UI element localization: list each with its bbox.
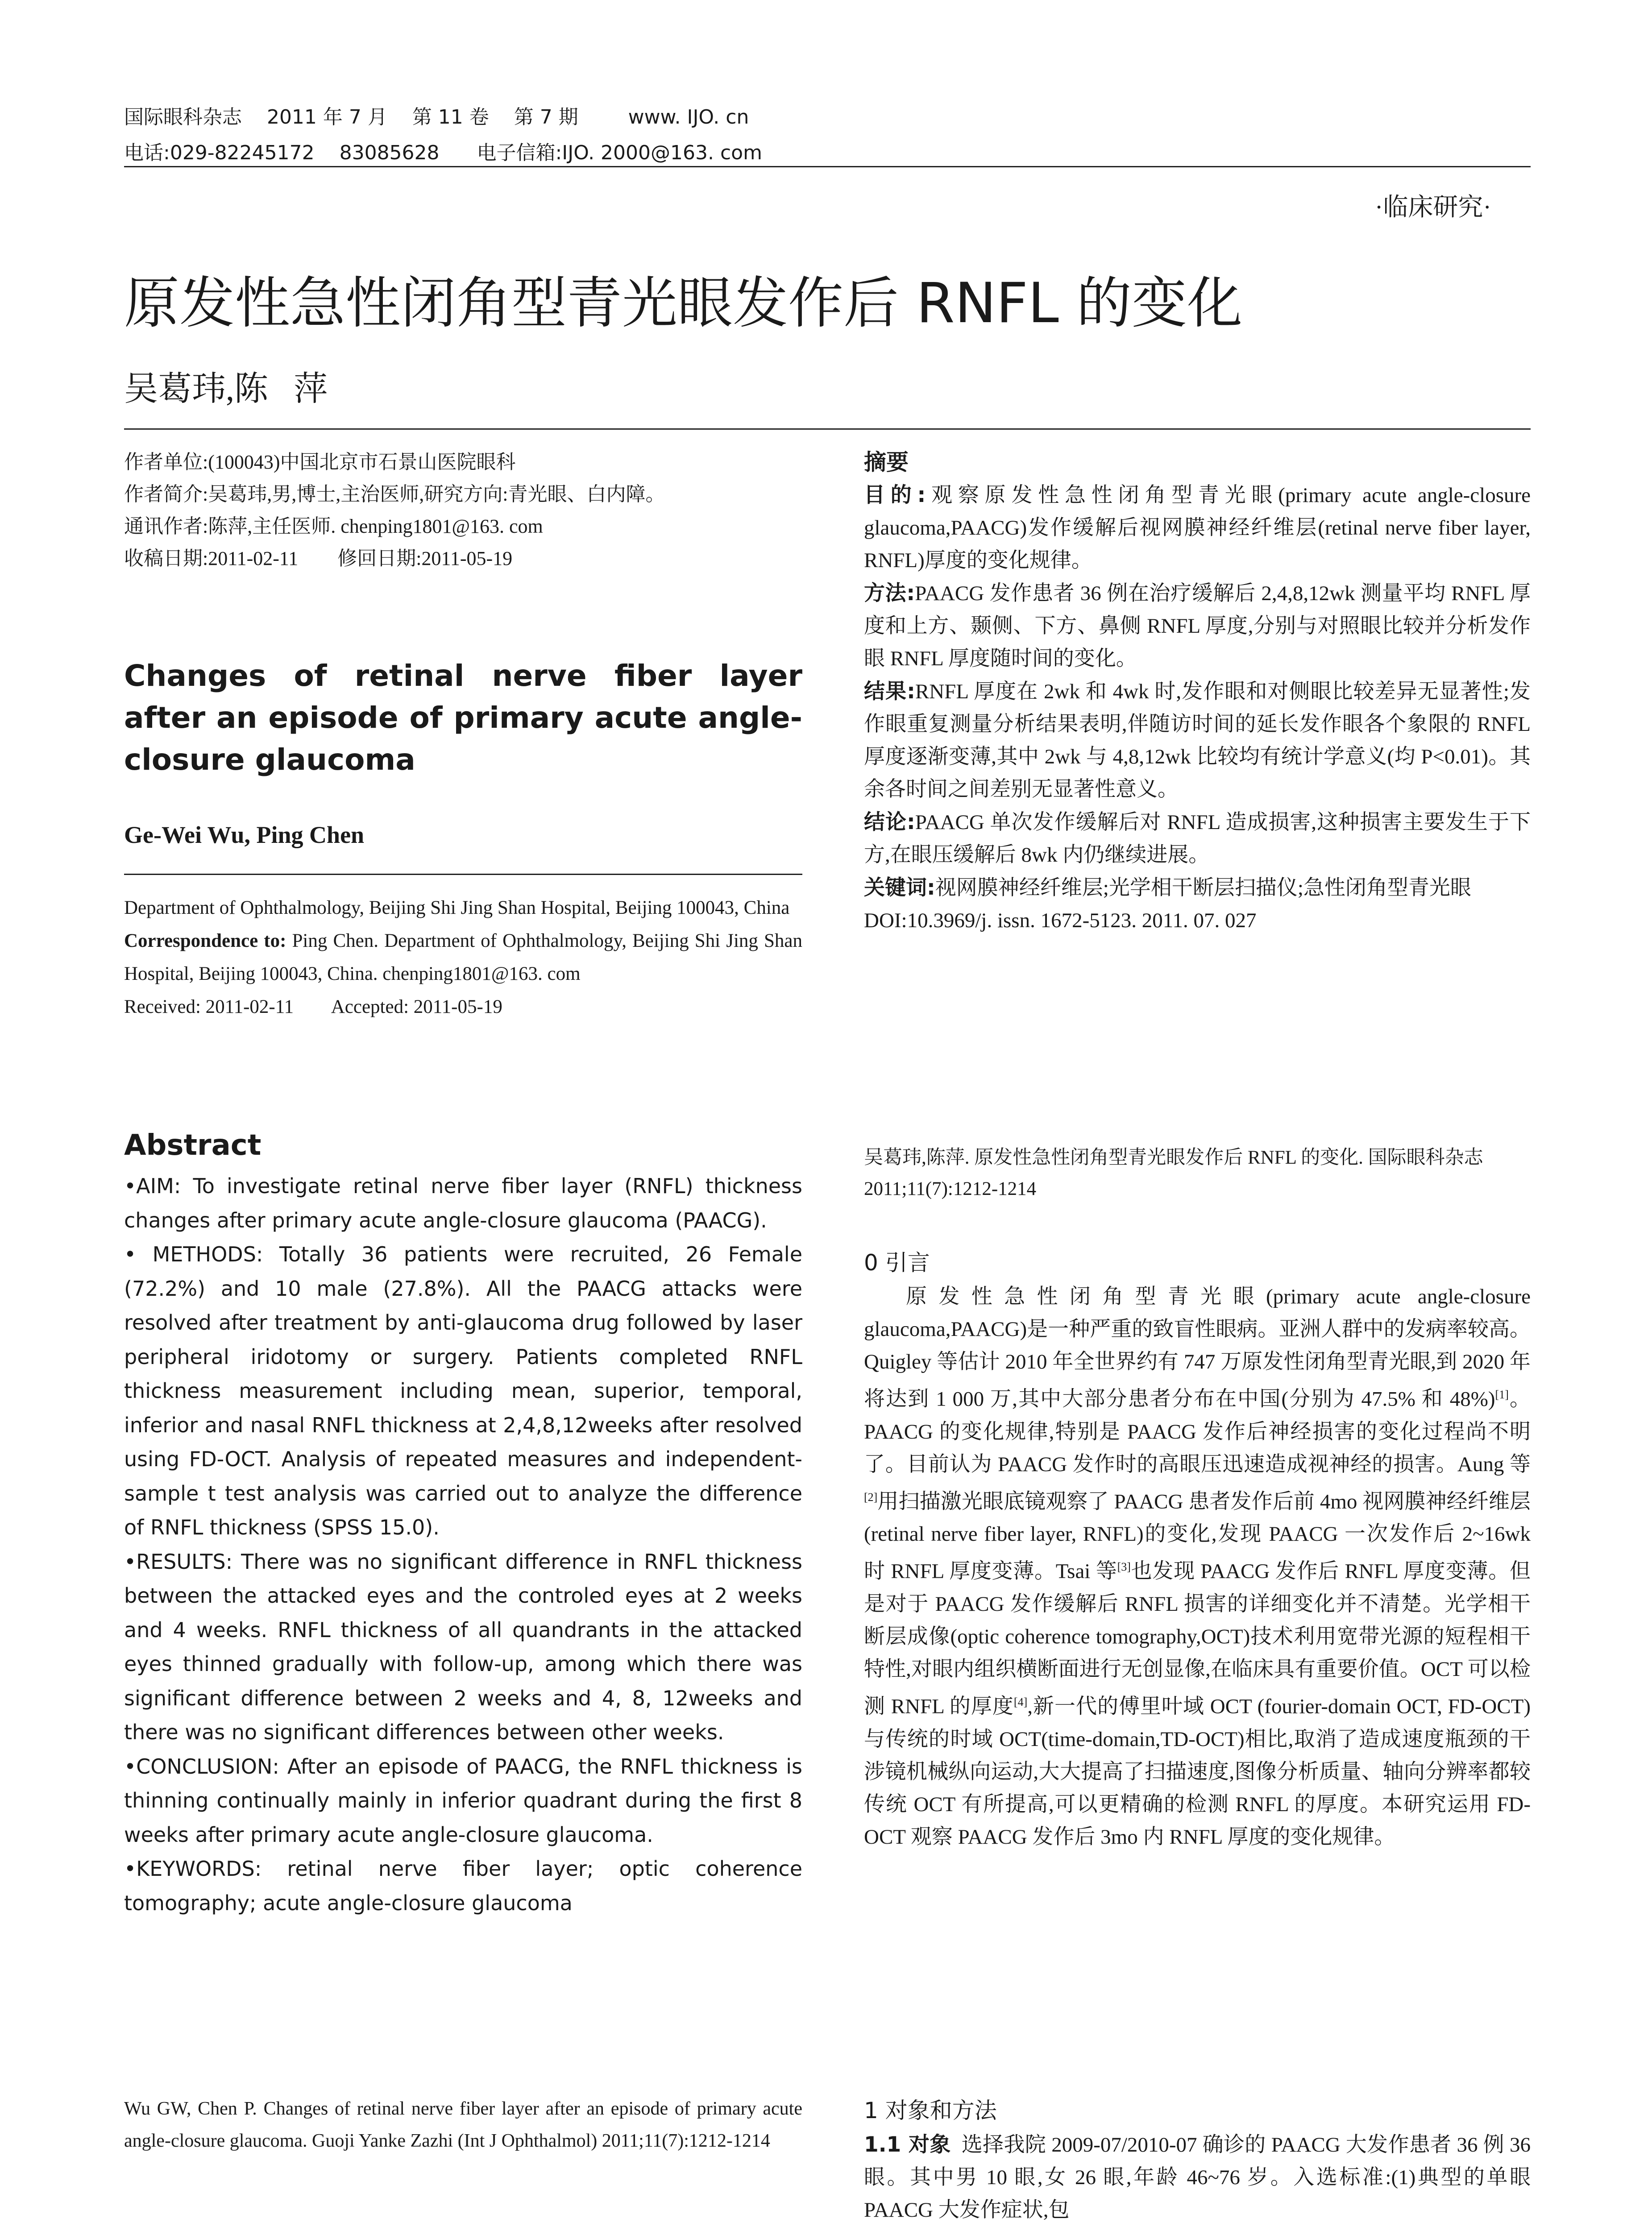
methods-text: 选择我院 2009-07/2010-07 确诊的 PAACG 大发作患者 36 例 36 眼。其中男 10 眼,女 26 眼,年龄 46~76 岁。入选标准:(1)典型的单眼 PAACG 大发作症状,包	[864, 2133, 1536, 2222]
authors-cn: 吴葛玮,陈 萍	[124, 370, 328, 408]
conclusion-text-cn: PAACG 单次发作缓解后对 RNFL 造成损害,这种损害主要发生于下方,在眼压缓解后 8wk 内仍继续进展。	[864, 811, 1531, 867]
abstract-results-cn	[864, 675, 1531, 806]
correspondence-label: Correspondence to:	[124, 930, 286, 951]
results-label-cn: 结果:	[864, 679, 915, 704]
intro-text-b: 。PAACG 的变化规律,特别是 PAACG 发作后神经损害的变化过程尚不明了。目前认为 PAACG 发作时的高眼压迅速造成视神经的损害。Aung 等	[864, 1387, 1531, 1476]
header-rule	[124, 166, 1531, 167]
intro-text-c: 用扫描激光眼底镜观察了 PAACG 患者发作后前 4mo 视网膜神经纤维层(retinal nerve fiber layer, RNFL)的变化,发现 PAACG 一次发作后 2~16wk 时 RNFL 厚度变薄。Tsai 等	[864, 1490, 1531, 1583]
page-title: 原发性急性闭角型青光眼发作后 RNFL 的变化	[124, 271, 1243, 336]
correspondence-text: Ping Chen. Department of Ophthalmology, Beijing Shi Jing Shan Hospital, Beijing 100043, China. chenping1801@163. com	[124, 930, 802, 984]
methods-text-cn: PAACG 发作患者 36 例在治疗缓解后 2,4,8,12wk 测量平均 RNFL 厚度和上方、颞侧、下方、鼻侧 RNFL 厚度,分别与对照眼比较并分析发作眼 RNFL 厚度随时间的变化。	[864, 582, 1531, 670]
abstract-cn	[864, 446, 1531, 937]
abstract-body-en	[124, 1169, 802, 1920]
intro-text-a: 原发性急性闭角型青光眼(primary acute angle-closure glaucoma,PAACG)是一种严重的致盲性眼病。亚洲人群中的发病率较高。Quigley 等估计 2010 年全世界约有 747 万原发性闭角型青光眼,到 2020 年将达到 1 000 万,其中大部分患者分布在中国(分别为 47.5% 和 48%)	[864, 1285, 1531, 1411]
doi: DOI:10.3969/j. issn. 1672-5123. 2011. 07. 027	[864, 909, 1257, 932]
methods-heading: 1 对象和方法	[864, 2098, 997, 2123]
methods-text-en: Totally 36 patients were recruited, 26 Female (72.2%) and 10 male (27.8%). All the PAACG attacks were resolved after treatment by anti-glaucoma drug followed by laser peripheral iridotomy or surgery. Patients completed RNFL thickness measurement including mean, superior, temporal, inferior and nasal RNFL thickness at 2,4,8,12weeks after resolved using FD-OCT. Analysis of repeated measures and independent-sample t test analysis was carried out to analyze the difference of RNFL thickness (SPSS 15.0).	[124, 1242, 802, 1539]
abstract-aim-en	[124, 1169, 802, 1237]
abstract-conclusion-en	[124, 1750, 802, 1852]
methods-paragraph	[864, 2128, 1536, 2227]
abstract-methods-cn	[864, 577, 1531, 675]
aim-text-en: To investigate retinal nerve fiber layer (RNFL) thickness changes after primary acute angle-closure glaucoma (PAACG).	[124, 1174, 802, 1232]
citation-cn: 吴葛玮,陈萍. 原发性急性闭角型青光眼发作后 RNFL 的变化. 国际眼科杂志 2011;11(7):1212-1214	[864, 1147, 1483, 1199]
methods-body	[864, 2128, 1536, 2227]
author-bio-cn: 作者简介:吴葛玮,男,博士,主治医师,研究方向:青光眼、白内障。	[124, 483, 665, 505]
affiliation-cn: 作者单位:(100043)中国北京市石景山医院眼科	[124, 451, 516, 473]
results-text-cn: RNFL 厚度在 2wk 和 4wk 时,发作眼和对侧眼比较差异无显著性;发作眼重复测量分析结果表明,伴随访时间的延长发作眼各个象限的 RNFL 厚度逐渐变薄,其中 2wk 与 4,8,12wk 比较均有统计学意义(均 P<0.01)。其余各时间之间差别无显著性意义。	[864, 680, 1531, 801]
aim-text-cn: 观察原发性急性闭角型青光眼(primary acute angle-closure glaucoma,PAACG)发作缓解后视网膜神经纤维层(retinal nerve fiber layer, RNFL)厚度的变化规律。	[864, 484, 1531, 572]
results-label-en: •RESULTS:	[124, 1549, 233, 1574]
authors-en: Ge-Wei Wu, Ping Chen	[124, 821, 365, 848]
abstract-results-en	[124, 1545, 802, 1750]
abstract-methods-en	[124, 1237, 802, 1545]
keywords-text-en: retinal nerve fiber layer; optic coherence tomography; acute angle-closure glaucoma	[124, 1857, 802, 1915]
intro-heading: 0 引言	[864, 1250, 930, 1276]
citation-en: Wu GW, Chen P. Changes of retinal nerve fiber layer after an episode of primary acute angle-closure glaucoma. Guoji Yanke Zazhi (Int J Ophthalmol) 2011;11(7):1212-1214	[124, 2098, 802, 2151]
conclusion-label-en: •CONCLUSION:	[124, 1754, 279, 1779]
department-en: Department of Ophthalmology, Beijing Shi Jing Shan Hospital, Beijing 100043, China	[124, 897, 790, 918]
ref-1: [1]	[1495, 1388, 1509, 1401]
ref-3: [3]	[1117, 1560, 1131, 1574]
ref-2: [2]	[864, 1490, 878, 1504]
author-meta-cn	[124, 446, 802, 575]
conclusion-text-en: After an episode of PAACG, the RNFL thickness is thinning continually mainly in inferior quadrant during the first 8 weeks after primary acute angle-closure glaucoma.	[124, 1754, 802, 1847]
correspondence-en	[124, 925, 802, 991]
journal-info-line: 国际眼科杂志 2011 年 7 月 第 11 卷 第 7 期 www. IJO. cn	[124, 106, 749, 129]
affiliation-rule	[124, 874, 802, 875]
results-text-en: There was no significant difference in RNFL thickness between the attacked eyes and the controled eyes at 2 weeks and 4 weeks. RNFL thickness of all quandrants in the attacked eyes thinned gradually with follow-up, among which there was significant difference between 2 weeks and 4, 8, 12weeks and there was no significant differences between other weeks.	[124, 1549, 802, 1744]
methods-label-cn: 方法:	[864, 581, 915, 605]
abstract-conclusion-cn	[864, 806, 1531, 871]
aim-label-cn: 目的:	[864, 483, 926, 507]
abstract-keywords-en	[124, 1852, 802, 1920]
intro-text-e: ,新一代的傅里叶域 OCT (fourier-domain OCT, FD-OCT)与传统的时域 OCT(time-domain,TD-OCT)相比,取消了造成速度瓶颈的干涉镜机械纵向运动,大大提高了扫描速度,图像分析质量、轴向分辨率都较传统 OCT 有所提高,可以更精确的检测 RNFL 的厚度。本研究运用 FD-OCT 观察 PAACG 发作后 3mo 内 RNFL 厚度的变化规律。	[864, 1695, 1531, 1849]
keywords-label-cn: 关键词:	[864, 875, 935, 900]
intro-text-d: 也发现 PAACG 发作后 RNFL 厚度变薄。但是对于 PAACG 发作缓解后 RNFL 损害的详细变化并不清楚。光学相干断层成像(optic coherence tomography,OCT)技术利用宽带光源的短程相干特性,对眼内组织横断面进行无创显像,在临床具有重要价值。OCT 可以检测 RNFL 的厚度	[864, 1559, 1531, 1718]
received-en: Received: 2011-02-11 Accepted: 2011-05-19	[124, 996, 502, 1017]
abstract-heading-cn: 摘要	[864, 449, 909, 475]
keywords-text-cn: 视网膜神经纤维层;光学相干断层扫描仪;急性闭角型青光眼	[935, 876, 1471, 900]
affiliation-en	[124, 892, 802, 1024]
contact-info-line: 电话:029-82245172 83085628 电子信箱:IJO. 2000@163. com	[124, 141, 762, 164]
correspondence-cn: 通讯作者:陈萍,主任医师. chenping1801@163. com	[124, 515, 543, 537]
abstract-keywords-cn	[864, 871, 1531, 904]
dates-cn: 收稿日期:2011-02-11 修回日期:2011-05-19	[124, 547, 513, 569]
abstract-heading-en: Abstract	[124, 1129, 261, 1162]
section-tag: ·临床研究·	[1374, 194, 1491, 221]
english-title: Changes of retinal nerve fiber layer after an episode of primary acute angle-closure glaucoma	[124, 659, 802, 777]
methods-label-en: • METHODS:	[124, 1242, 263, 1266]
intro-body	[864, 1281, 1531, 1854]
subsection-label: 1.1 对象	[864, 2132, 951, 2157]
conclusion-label-cn: 结论:	[864, 810, 915, 834]
keywords-label-en: •KEYWORDS:	[124, 1857, 262, 1881]
ref-4: [4]	[1013, 1695, 1028, 1708]
aim-label-en: •AIM:	[124, 1174, 181, 1198]
abstract-aim-cn	[864, 479, 1531, 577]
intro-paragraph	[864, 1281, 1531, 1854]
title-rule	[124, 428, 1531, 430]
